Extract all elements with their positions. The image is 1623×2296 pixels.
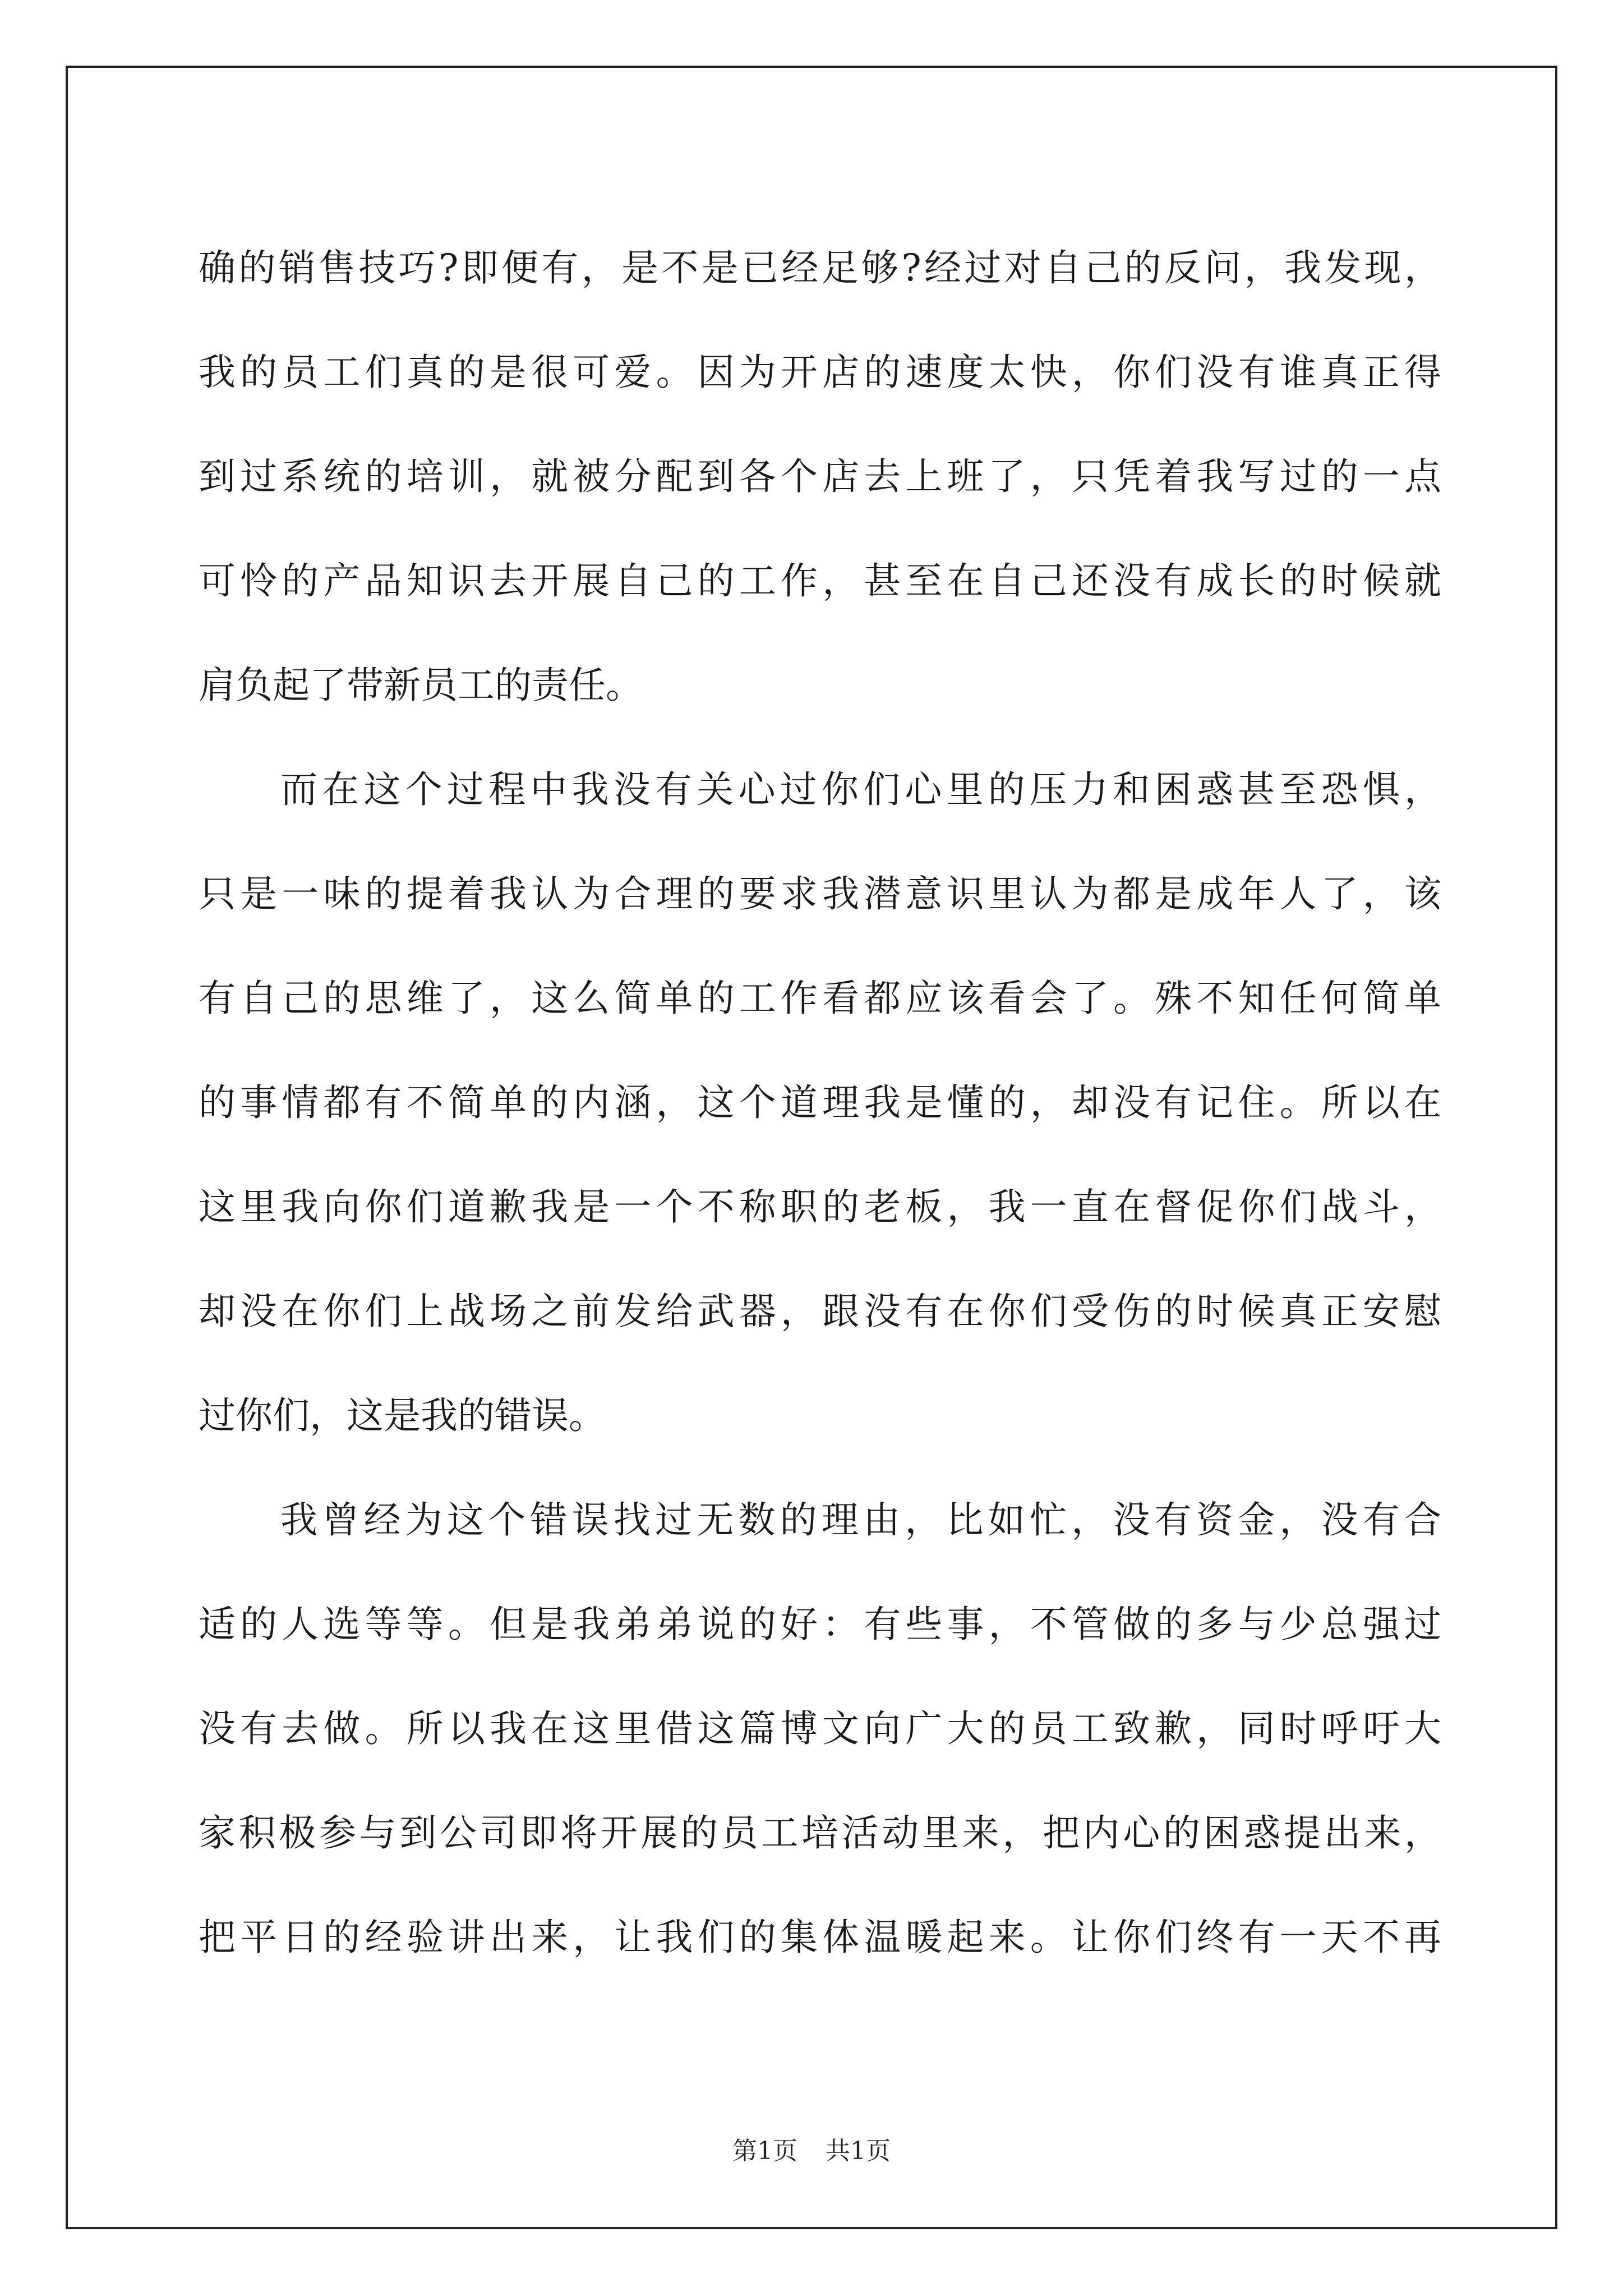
text-line: 却没在你们上战场之前发给武器，跟没有在你们受伤的时候真正安慰 [199, 1290, 1441, 1333]
text-line: 我曾经为这个错误找过无数的理由，比如忙，没有资金，没有合 [280, 1498, 1441, 1542]
text-line: 肩负起了带新员工的责任。 [199, 664, 643, 707]
document-body [199, 216, 1441, 1990]
text-line: 的事情都有不简单的内涵，这个道理我是懂的，却没有记住。所以在 [199, 1081, 1441, 1124]
paragraph-2 [199, 738, 1441, 1468]
paragraph-1 [199, 216, 1441, 738]
text-line: 到过系统的培训，就被分配到各个店去上班了，只凭着我写过的一点 [199, 455, 1441, 498]
text-line: 确的销售技巧?即便有，是不是已经足够?经过对自己的反问，我发现， [199, 246, 1441, 289]
text-line: 而在这个过程中我没有关心过你们心里的压力和困惑甚至恐惧， [280, 768, 1441, 811]
text-line: 没有去做。所以我在这里借这篇博文向广大的员工致歉，同时呼吁大 [199, 1707, 1441, 1750]
text-line: 我的员工们真的是很可爱。因为开店的速度太快，你们没有谁真正得 [199, 351, 1441, 394]
page-footer [0, 2134, 1623, 2168]
text-line: 这里我向你们道歉我是一个不称职的老板，我一直在督促你们战斗， [199, 1185, 1441, 1228]
text-line: 可怜的产品知识去开展自己的工作，甚至在自己还没有成长的时候就 [199, 559, 1441, 602]
paragraph-3 [199, 1468, 1441, 1990]
page-total: 共1页 [826, 2137, 891, 2165]
text-line: 把平日的经验讲出来，让我们的集体温暖起来。让你们终有一天不再 [199, 1916, 1441, 1959]
text-line: 过你们，这是我的错误。 [199, 1394, 606, 1437]
text-line: 家积极参与到公司即将开展的员工培活动里来，把内心的困惑提出来， [199, 1811, 1441, 1855]
text-line: 只是一味的提着我认为合理的要求我潜意识里认为都是成年人了，该 [199, 872, 1441, 915]
text-line: 有自己的思维了，这么简单的工作看都应该看会了。殊不知任何简单 [199, 977, 1441, 1020]
page-number: 第1页 [732, 2137, 797, 2165]
text-line: 适的人选等等。但是我弟弟说的好：有些事，不管做的多与少总强过 [199, 1603, 1441, 1646]
